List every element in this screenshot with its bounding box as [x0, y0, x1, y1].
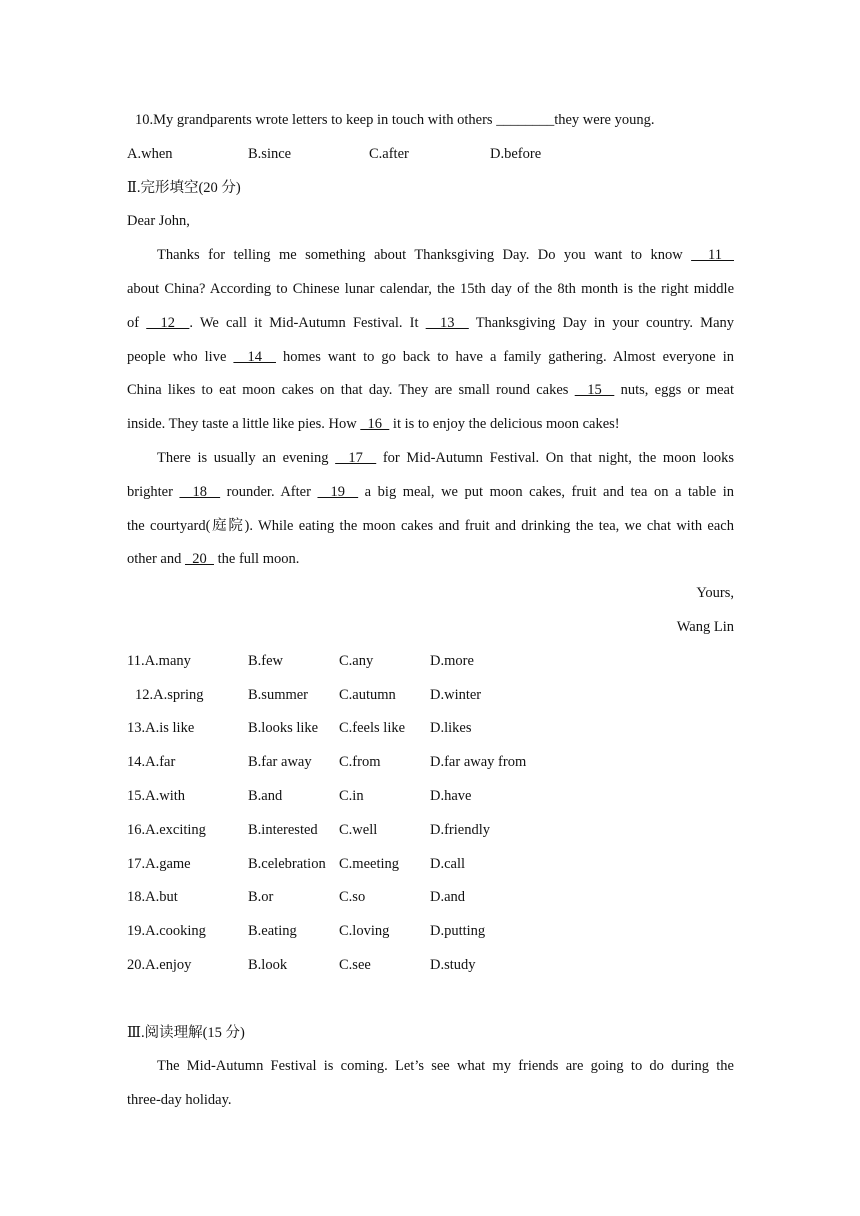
cloze-option-c: C.from — [339, 754, 381, 771]
cloze-blank: 14 — [233, 348, 276, 365]
letter-text: people who live — [127, 348, 234, 365]
question-10-option-c: C.after — [369, 145, 409, 162]
cloze-option-c: C.autumn — [339, 686, 396, 703]
letter-text: the full moon. — [213, 551, 300, 568]
document-page — [127, 104, 734, 1118]
cloze-option-a: 12.A.spring — [135, 686, 204, 703]
cloze-option-b: B.interested — [248, 821, 318, 838]
cloze-option-b: B.or — [248, 889, 274, 906]
section-2-heading: Ⅱ.完形填空(20 分) — [127, 179, 241, 196]
letter-text: brighter — [127, 483, 180, 500]
cloze-option-d: D.have — [430, 787, 472, 804]
cloze-option-c: C.see — [339, 956, 371, 973]
cloze-option-d: D.study — [430, 956, 476, 973]
letter-text: other and — [127, 551, 185, 568]
cloze-option-row — [127, 645, 734, 679]
letter-text: inside. They taste a little like pies. How — [127, 416, 361, 433]
cloze-option-row — [127, 712, 734, 746]
letter-text: of — [127, 314, 147, 331]
letter-paragraph-1-line — [127, 341, 734, 375]
cloze-blank: 11 — [691, 247, 734, 264]
letter-greeting: Dear John, — [127, 213, 190, 230]
question-10-options — [127, 138, 734, 172]
cloze-option-d: D.and — [430, 889, 466, 906]
letter-paragraph-2-line — [127, 543, 734, 577]
cloze-option-a: 15.A.with — [127, 787, 185, 804]
cloze-blank: 15 — [574, 382, 615, 399]
letter-text: Thanks for telling me something about Thanksgiving Day. Do you want to know — [157, 247, 692, 264]
cloze-option-c: C.any — [339, 652, 374, 669]
cloze-option-b: B.looks like — [248, 720, 319, 737]
cloze-option-b: B.and — [248, 787, 283, 804]
cloze-option-a: 11.A.many — [127, 652, 191, 669]
cloze-option-b: B.few — [248, 652, 284, 669]
cloze-option-b: B.far away — [248, 754, 312, 771]
cloze-option-row — [127, 881, 734, 915]
cloze-option-a: 19.A.cooking — [127, 923, 206, 940]
letter-text: rounder. After — [220, 483, 318, 500]
reading-intro-line-2: three-day holiday. — [127, 1092, 232, 1109]
cloze-option-c: C.loving — [339, 923, 390, 940]
cloze-option-c: C.in — [339, 787, 364, 804]
reading-intro-line-1: The Mid-Autumn Festival is coming. Let’s see what my friends are going to do during the — [157, 1058, 734, 1075]
letter-paragraph-2-line — [127, 476, 734, 510]
cloze-option-a: 17.A.game — [127, 855, 191, 872]
letter-paragraph-1-line — [127, 374, 734, 408]
cloze-option-d: D.far away from — [430, 754, 527, 771]
cloze-option-row — [127, 679, 734, 713]
letter-text: There is usually an evening — [157, 449, 336, 466]
cloze-option-c: C.feels like — [339, 720, 406, 737]
cloze-option-a: 13.A.is like — [127, 720, 195, 737]
cloze-option-row — [127, 746, 734, 780]
cloze-options-list — [127, 645, 734, 983]
cloze-blank: 12 — [146, 314, 190, 331]
letter-text: nuts, eggs or meat — [614, 382, 735, 399]
letter-signature: Wang Lin — [676, 618, 734, 635]
letter-text: . We call it Mid-Autumn Festival. It — [189, 314, 426, 331]
cloze-option-d: D.friendly — [430, 821, 490, 838]
letter-paragraph-1-line — [127, 307, 734, 341]
letter-paragraph-1-line — [127, 408, 734, 442]
letter-paragraph-2-line — [127, 510, 734, 544]
cloze-option-d: D.putting — [430, 923, 486, 940]
letter-text: China likes to eat moon cakes on that day. They are small round cakes — [127, 382, 575, 399]
letter-paragraph-1-line — [127, 239, 734, 273]
cloze-option-a: 14.A.far — [127, 754, 176, 771]
cloze-blank: 16 — [360, 416, 390, 433]
cloze-option-row — [127, 915, 734, 949]
cloze-option-b: B.eating — [248, 923, 297, 940]
section-3-heading: Ⅲ.阅读理解(15 分) — [127, 1024, 245, 1041]
cloze-option-b: B.summer — [248, 686, 309, 703]
cloze-option-row — [127, 949, 734, 983]
letter-paragraph-1-line — [127, 273, 734, 307]
cloze-option-row — [127, 848, 734, 882]
letter-text: about China? According to Chinese lunar calendar, the 15th day of the 8th month is the right middle — [127, 280, 734, 297]
cloze-option-d: D.likes — [430, 720, 472, 737]
cloze-option-d: D.winter — [430, 686, 482, 703]
cloze-option-a: 16.A.exciting — [127, 821, 206, 838]
question-10-option-a: A.when — [127, 145, 173, 162]
cloze-option-a: 18.A.but — [127, 889, 178, 906]
cloze-option-a: 20.A.enjoy — [127, 956, 192, 973]
cloze-blank: 19 — [317, 483, 359, 500]
cloze-option-d: D.more — [430, 652, 474, 669]
cloze-option-d: D.call — [430, 855, 466, 872]
letter-closing: Yours, — [696, 585, 734, 602]
letter-text: it is to enjoy the delicious moon cakes! — [389, 416, 620, 433]
letter-text: a big meal, we put moon cakes, fruit and tea on a table in — [358, 483, 734, 500]
letter-paragraph-2 — [127, 442, 734, 577]
cloze-option-c: C.so — [339, 889, 366, 906]
letter-paragraph-1 — [127, 239, 734, 442]
cloze-blank: 13 — [425, 314, 469, 331]
cloze-option-row — [127, 780, 734, 814]
cloze-option-c: C.well — [339, 821, 378, 838]
question-10-stem: 10.My grandparents wrote letters to keep in touch with others ________they were young. — [135, 112, 655, 128]
letter-text: Thanksgiving Day in your country. Many — [468, 314, 735, 331]
question-10-option-b: B.since — [248, 145, 292, 162]
cloze-option-b: B.look — [248, 956, 288, 973]
section-spacer — [127, 983, 734, 1017]
cloze-option-c: C.meeting — [339, 855, 400, 872]
cloze-option-b: B.celebration — [248, 855, 326, 872]
letter-text: homes want to go back to have a family gathering. Almost everyone in — [275, 348, 735, 365]
letter-paragraph-2-line — [127, 442, 734, 476]
cloze-blank: 17 — [335, 449, 377, 466]
cloze-blank: 18 — [179, 483, 221, 500]
letter-text: for Mid-Autumn Festival. On that night, the moon looks — [376, 449, 735, 466]
cloze-blank: 20 — [184, 551, 214, 568]
question-10-option-d: D.before — [490, 145, 542, 162]
cloze-option-row — [127, 814, 734, 848]
letter-text: the courtyard(庭院). While eating the moon cakes and fruit and drinking the tea, we chat with each — [127, 517, 734, 534]
